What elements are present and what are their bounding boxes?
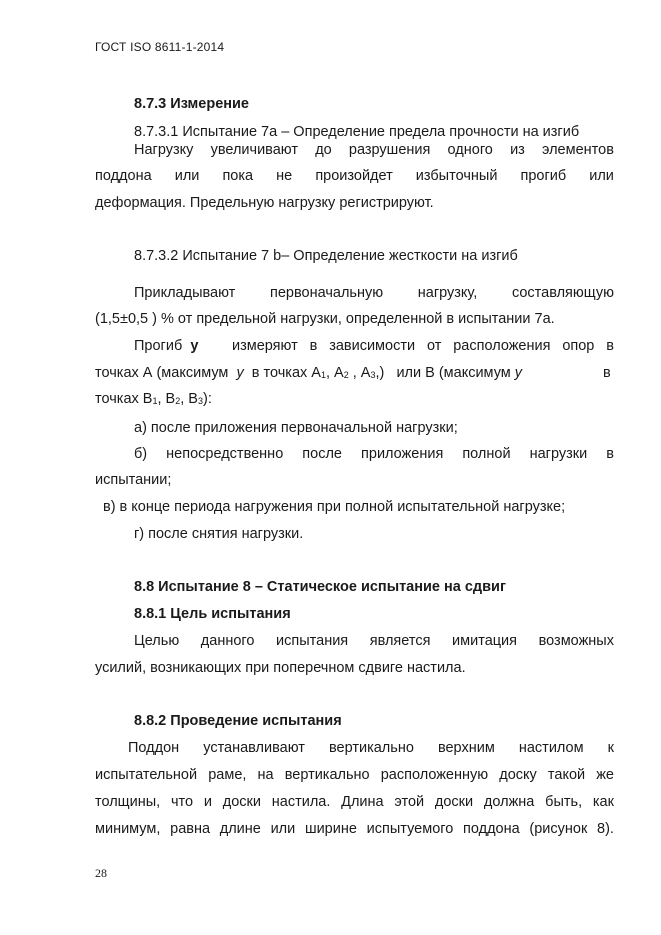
word: или xyxy=(270,821,296,837)
word: устанавливают xyxy=(203,740,305,756)
variable-y: y xyxy=(190,338,199,354)
word: равна xyxy=(170,821,211,837)
document-header: ГОСТ ISO 8611-1-2014 xyxy=(95,40,225,54)
word: разрушения xyxy=(348,142,431,158)
list-item-c: в) в конце периода нагружения при полной испытательной нагрузке; xyxy=(103,499,566,515)
word: нагрузку, xyxy=(417,285,478,301)
paragraph-line xyxy=(95,821,614,837)
paragraph-line xyxy=(134,142,614,158)
list-item-b xyxy=(134,446,614,462)
word: б) xyxy=(134,446,148,462)
test-7a-title: 8.7.3.1 Испытание 7а – Определение предела прочности на изгиб xyxy=(134,124,580,140)
word: этой xyxy=(394,794,425,810)
paragraph-line: точках $В_1$, $В_2$, $В_3$): xyxy=(95,391,212,407)
word: испытуемого xyxy=(366,821,454,837)
word: из xyxy=(510,142,525,158)
paragraph-line xyxy=(232,338,614,354)
test-7b-title: 8.7.3.2 Испытание 7 b– Определение жесткости на изгиб xyxy=(134,248,518,264)
paragraph-line: точках А (максимум y в точках $А_1$, $А_2$ , $А_3$,) или В (максимум y xyxy=(95,365,523,381)
paragraph-line xyxy=(128,740,614,756)
word: имитация xyxy=(452,633,518,649)
paragraph-line: (1,5±0,5 ) % от предельной нагрузки, определенной в испытании 7а. xyxy=(95,311,555,327)
list-item-b-cont: испытании; xyxy=(95,472,172,488)
paragraph-line xyxy=(95,168,614,184)
list-item-d: г) после снятия нагрузки. xyxy=(134,526,304,542)
word: расположения xyxy=(453,338,551,354)
section-heading-8-7-3: 8.7.3 Измерение xyxy=(134,96,249,112)
section-heading-8-8: 8.8 Испытание 8 – Статическое испытание на сдвиг xyxy=(134,579,506,595)
word: быть, xyxy=(545,794,583,810)
word: доски xyxy=(222,794,261,810)
word: Целью xyxy=(134,633,180,649)
word: вертикально xyxy=(284,767,370,783)
word: после xyxy=(302,446,342,462)
word: расположенную xyxy=(380,767,489,783)
subsection-heading-8-8-1: 8.8.1 Цель испытания xyxy=(134,606,291,622)
word: нагрузки xyxy=(529,446,588,462)
page-number: 28 xyxy=(95,866,107,880)
word: верхним xyxy=(437,740,495,756)
word: должна xyxy=(483,794,535,810)
word: Длина xyxy=(341,794,384,810)
word: и xyxy=(203,794,212,810)
word: же xyxy=(596,767,614,783)
word: что xyxy=(170,794,194,810)
word: в xyxy=(309,338,318,354)
paragraph-line xyxy=(95,767,614,783)
word: является xyxy=(369,633,431,649)
word: измеряют xyxy=(232,338,298,354)
word: составляющую xyxy=(511,285,614,301)
word: вертикально xyxy=(328,740,414,756)
word: возможных xyxy=(538,633,614,649)
variable-y: y xyxy=(236,365,244,381)
word: испытательной xyxy=(95,767,198,783)
word: к xyxy=(607,740,614,756)
word: на xyxy=(257,767,274,783)
paragraph-line: деформация. Предельную нагрузку регистрируют. xyxy=(95,195,434,211)
paragraph-line xyxy=(95,794,614,810)
word: доску xyxy=(499,767,537,783)
word: приложения xyxy=(361,446,444,462)
word: испытания xyxy=(276,633,349,649)
paragraph-line-end: в xyxy=(603,365,611,381)
word: данного xyxy=(200,633,255,649)
word: длине xyxy=(219,821,261,837)
word: Нагрузку xyxy=(134,142,194,158)
word: минимум, xyxy=(95,821,161,837)
word: поддона xyxy=(463,821,520,837)
word: Прикладывают xyxy=(134,285,236,301)
word: раме, xyxy=(208,767,247,783)
word: настилом xyxy=(518,740,584,756)
word: опор xyxy=(562,338,595,354)
word: в xyxy=(606,446,614,462)
word: увеличивают xyxy=(210,142,298,158)
word: 8). xyxy=(597,821,614,837)
word: или xyxy=(174,168,200,184)
word: до xyxy=(315,142,332,158)
word: избыточный xyxy=(415,168,498,184)
word: полной xyxy=(462,446,511,462)
word: поддона xyxy=(95,168,152,184)
word: в xyxy=(606,338,614,354)
word: пока xyxy=(222,168,254,184)
word: (рисунок xyxy=(529,821,588,837)
word: как xyxy=(592,794,614,810)
deflection-label: Прогиб y xyxy=(134,338,199,354)
word: настила. xyxy=(271,794,331,810)
word: произойдет xyxy=(315,168,393,184)
paragraph-line xyxy=(134,285,614,301)
list-item-a: а) после приложения первоначальной нагрузки; xyxy=(134,420,458,436)
word: зависимости xyxy=(329,338,416,354)
word: элементов xyxy=(542,142,614,158)
word: от xyxy=(426,338,442,354)
word: Поддон xyxy=(128,740,180,756)
subsection-heading-8-8-2: 8.8.2 Проведение испытания xyxy=(134,713,342,729)
word: такой xyxy=(547,767,586,783)
word: непосредственно xyxy=(166,446,284,462)
word: не xyxy=(276,168,293,184)
word: ширине xyxy=(304,821,357,837)
word: толщины, xyxy=(95,794,161,810)
paragraph-line xyxy=(134,633,614,649)
word: или xyxy=(589,168,614,184)
word: первоначальную xyxy=(269,285,384,301)
word: доски xyxy=(434,794,474,810)
word: одного xyxy=(447,142,493,158)
paragraph-line: усилий, возникающих при поперечном сдвиге настила. xyxy=(95,660,466,676)
word: прогиб xyxy=(520,168,567,184)
